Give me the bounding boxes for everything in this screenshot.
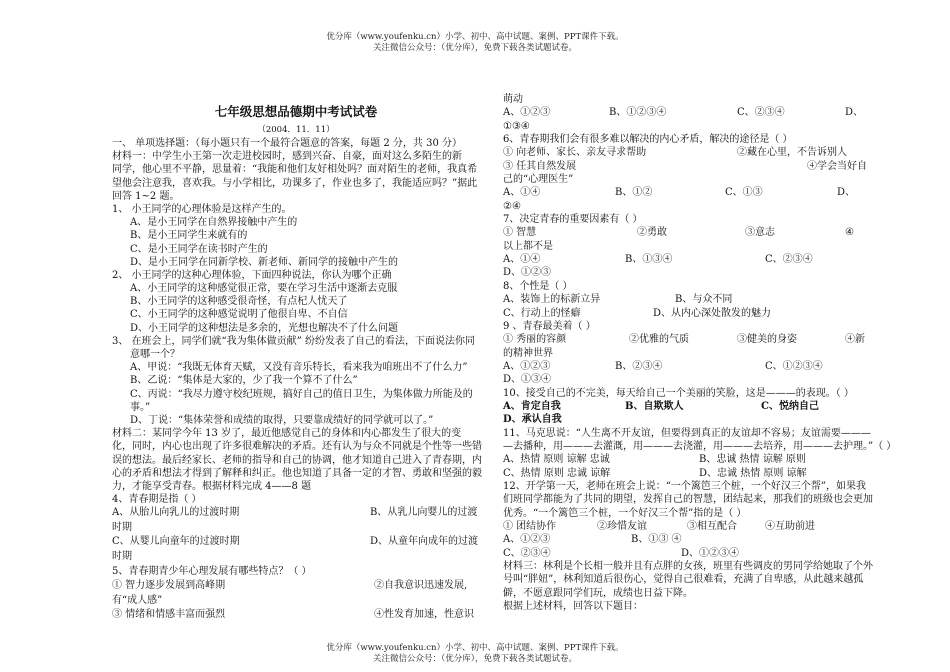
text-segment: 号叫“胖妞”，林利知道后很伤心，觉得自己很难看，充满了自卑感，从此越来越孤 [503, 574, 864, 586]
left-column [112, 96, 480, 623]
answer-option: C、①②③④ [765, 360, 823, 372]
text-line: A、是小王同学在自然界接触中产生的 [130, 217, 298, 229]
answer-option: ③ 情绪和情感丰富而强烈 [112, 609, 226, 621]
answer-option: D、 [845, 107, 864, 119]
answer-option: ②珍惜友谊 [597, 521, 647, 532]
answer-option: ④互助前进 [765, 521, 815, 532]
text-line: 望他会注意我，喜欢我。与小学相比，功课多了，作业也多了，我能适应吗？”据此 [112, 177, 478, 189]
answer-line [112, 506, 480, 521]
text-segment: 萌动 [503, 94, 523, 105]
text-line: 回答 1~2 题。 [112, 190, 180, 202]
exam-title: 七年级思想品德期中考试试卷 [214, 104, 378, 119]
header-line-2: 关注微信公众号：（优分库），免费下载各类试题试卷。 [372, 43, 577, 53]
answer-option: B、①③ ④ [631, 534, 682, 546]
text-line [503, 120, 858, 133]
answer-option: ④新 [845, 334, 865, 346]
text-line: D、是小王同学在同新学校、新老师、新同学的接触中产生的 [130, 256, 399, 268]
text-segment: ①③④ [503, 120, 530, 132]
answer-line [112, 608, 480, 623]
answer-option: C、②③④ [737, 107, 785, 119]
answer-option: B、①② [615, 187, 653, 199]
text-line: B、乙说：“集体是大家的，少了我一个算不了什么” [130, 375, 358, 387]
text-segment: 材料三：林利是个长相一般并且有点胖的女孩，班里有些调皮的男同学给她取了个外 [503, 561, 873, 573]
text-line [503, 253, 858, 266]
text-line: 力，才能享受青春。根据材料完成 4——8 题 [112, 480, 312, 492]
answer-option: 有“成人感” [112, 594, 163, 606]
answer-option: D、从内心深处散发的魅力 [653, 307, 772, 319]
text-line: C、小王同学的这种感觉说明了他很自卑、不自信 [130, 309, 348, 321]
text-line: 同学，他心里不平静，思量着：“我能和他们友好相处吗？面对陌生的老师，我真希 [112, 164, 478, 176]
text-line [503, 507, 858, 520]
text-line [503, 186, 858, 199]
answer-option: ②勇敢 [637, 227, 667, 239]
text-line: B、小王同学的这种感受很奇怪，有点杞人忧天了 [130, 296, 348, 308]
text-segment: A、①②③ [503, 107, 551, 119]
text-segment: C、热情 原则 忠诚 谅解 [503, 467, 611, 479]
text-line [503, 133, 858, 146]
text-segment: ① 智慧 [503, 227, 537, 239]
answer-option: C、②③④ [765, 254, 813, 266]
text-segment: A、热情 原则 谅解 忠诚 [503, 454, 610, 466]
text-line [503, 213, 858, 226]
text-line: C、是小王同学在读书时产生的 [130, 243, 268, 255]
answer-option: 时期 [112, 551, 132, 563]
answer-option: D、 [837, 187, 856, 199]
text-line: 4、青春期是指（ ） [112, 494, 202, 506]
answer-option: ②藏在心里，不告诉别人 [737, 147, 847, 159]
text-line [503, 453, 858, 466]
answer-option: B、从乳儿向婴儿的过渡 [370, 507, 478, 519]
right-column [503, 93, 897, 613]
text-line: C、丙说：“我尽力遵守校纪班规，搞好自己的值日卫生，为集体做力所能及的 [130, 388, 473, 400]
answer-option: A、从胎儿向乳儿的过渡时期 [112, 507, 240, 519]
text-segment: 己的“心理医生” [503, 174, 574, 186]
text-line [503, 467, 858, 480]
answer-option: 5、青春期青少年心理发展有哪些特点？（ ） [112, 565, 312, 577]
text-line [503, 493, 873, 506]
header-line-1: 优分库（www.youfenku.cn）小学、初中、高中试题、案例、PPT课件下载。 [326, 32, 624, 42]
text-line [503, 520, 858, 533]
text-line [503, 533, 858, 546]
text-line [503, 587, 858, 600]
text-line [503, 360, 858, 373]
text-line [503, 200, 858, 213]
text-segment: A、①②③ [503, 534, 551, 546]
answer-option: ②优雅的气质 [629, 334, 689, 346]
text-line [503, 160, 867, 173]
answer-option: B、自欺欺人 [625, 400, 684, 412]
answer-option: ④学会当好自 [807, 160, 867, 172]
answer-option: B、②③④ [615, 360, 663, 372]
text-segment: 8、个性是（ ） [503, 280, 573, 292]
text-line [503, 320, 858, 333]
answer-line [112, 594, 480, 609]
text-segment: D、①③④ [503, 374, 552, 386]
answer-option: C、从婴儿向童年的过渡时期 [112, 536, 240, 548]
text-line: B、是小王同学生来就有的 [130, 230, 248, 242]
left-answer-lines [112, 506, 480, 623]
text-segment: 6、青春期我们会有很多难以解决的内心矛盾，解决的途径是（ ） [503, 134, 793, 146]
answer-option: B、①③④ [625, 254, 673, 266]
text-segment: D、承认自我 [503, 414, 562, 426]
answer-line [112, 565, 480, 580]
text-line: 1、 小王同学的心理体验是这样产生的。 [112, 203, 292, 215]
answer-option: B、与众不同 [675, 294, 733, 306]
text-line [503, 146, 858, 159]
answer-line [112, 535, 480, 550]
answer-option: C、①③ [725, 187, 763, 199]
text-segment: ① 秀丽的容颜 [503, 334, 567, 346]
answer-option: ③健美的身姿 [737, 334, 797, 346]
text-line: 2、 小王同学的这种心理体验，下面四种说法，你认为哪个正确 [112, 269, 392, 281]
text-segment: 以上都不是 [503, 240, 553, 252]
text-segment: 7、决定青春的重要因素有（ ） [503, 214, 643, 226]
left-question-lines [112, 137, 480, 506]
text-line [503, 573, 864, 586]
text-line [503, 106, 864, 119]
text-line [503, 333, 865, 346]
text-line [503, 240, 858, 253]
text-segment: A、①④ [503, 254, 541, 266]
text-line [503, 547, 858, 560]
text-segment: —去播种，用———去灌溉，用———去浇灌，用———去培养，用———去护理。”（ ） [503, 440, 897, 452]
answer-option: C、悦纳自己 [761, 400, 819, 412]
answer-option: ②自我意识迅速发展, [374, 580, 468, 592]
text-line [503, 293, 858, 306]
text-segment: 的精神世界 [503, 347, 553, 359]
text-line [503, 307, 858, 320]
text-line [503, 373, 858, 386]
answer-option: ③相互配合 [687, 521, 737, 532]
text-segment: ① 向老师、家长、亲友寻求帮助 [503, 147, 647, 159]
text-segment: ① 团结协作 [503, 521, 557, 532]
text-segment: 9 、青春最美着（ ） [503, 320, 596, 332]
text-line: D、丁说：“集体荣誉和成绩的取得，只要靠成绩好的同学就可以了。” [130, 414, 434, 426]
answer-line [112, 579, 480, 594]
text-line [503, 387, 858, 400]
text-line: 心的矛盾和想法才得到了解释和纠正。他也知道了具备一定的才智、勇敢和坚强的毅 [112, 467, 482, 479]
text-line [503, 226, 858, 239]
answer-option: 时期 [112, 521, 132, 533]
text-segment: A、装饰上的标新立异 [503, 294, 601, 306]
text-line [503, 347, 858, 360]
text-line [503, 93, 858, 106]
text-segment: ③ 任其自然发展 [503, 160, 577, 172]
right-question-lines [503, 93, 897, 613]
text-line: 事。” [130, 401, 151, 413]
text-line: D、小王同学的这种想法是多余的，光想也解决不了什么问题 [130, 322, 399, 334]
text-line: 3、 在班会上，同学们就“我为集体做贡献” 纷纷发表了自己的看法，下面说法你同 [112, 335, 475, 347]
answer-option: B、①②③④ [609, 107, 667, 119]
page-footer [0, 643, 950, 665]
answer-option: ① 智力逐步发展到高峰期 [112, 580, 226, 592]
text-line [503, 266, 858, 279]
text-line [503, 600, 858, 613]
text-segment: 12、开学第一天，老师在班会上说：“一个篱笆三个桩，一个好汉三个帮”，如果我 [503, 480, 866, 492]
page-header [0, 32, 950, 54]
text-line [503, 427, 871, 440]
text-segment: 10、接受自己的不完美，每天给自己一个美丽的笑脸，这是———的表现。（ ） [503, 387, 854, 399]
text-segment: 根据上述材料，回答以下题目： [503, 601, 643, 613]
text-segment: 们班同学都能为了共同的期望，发挥自己的智慧，团结起来，那我们的班级也会更加 [503, 494, 873, 506]
exam-date: （2004．11．11） [257, 125, 335, 135]
text-segment: A、①②③ [503, 360, 551, 372]
text-line: 化，同时，内心也出现了许多很难解决的矛盾。还有认为与众不同就是个性等一些错 [112, 441, 482, 453]
text-line [503, 480, 866, 493]
answer-option: D、忠诚 热情 原则 谅解 [699, 467, 807, 479]
text-line: 材料一：中学生小王第一次走进校园时，感到兴奋、自豪，面对这么多陌生的新 [112, 151, 462, 163]
text-line: 一、 单项选择题：（每小题只有一个最符合题意的答案，每题 2 分，共 30 分） [112, 138, 462, 149]
text-segment: C、②③④ [503, 547, 551, 559]
text-line: A、甲说：“我既无体育天赋，又没有音乐特长，看来我为咱班出不了什么力” [130, 362, 468, 374]
text-segment: 11、马克思说：“人生离不开友谊，但要得到真正的友谊却不容易；友谊需要——— [503, 427, 871, 439]
text-line [503, 400, 858, 413]
answer-option: ③意志 [745, 227, 775, 239]
text-segment: A、①④ [503, 187, 541, 199]
text-segment: A、肯定自我 [503, 400, 561, 412]
text-segment: 僻，不愿意跟同学们玩，成绩也日益下降。 [503, 587, 693, 599]
text-line: 材料二：某同学今年 13 岁了，最近他感觉自己的身体和内心都发生了很大的变 [112, 428, 462, 440]
text-line [503, 280, 858, 293]
text-segment: ②④ [503, 200, 521, 212]
answer-line [112, 550, 480, 565]
answer-option: D、从童年向成年的过渡 [370, 536, 479, 548]
text-line: 误的想法。最后经家长、老师的指导和自己的协调，他才知道自己进入了青春期，内 [112, 454, 482, 466]
text-segment: C、行动上的怪癖 [503, 307, 581, 319]
text-line [503, 440, 897, 453]
answer-option: D、①②③④ [681, 547, 740, 559]
text-line: 意哪一个？ [130, 349, 180, 360]
answer-option: ④ [845, 227, 854, 239]
footer-line-1: 优分库（www.youfenku.cn）小学、初中、高中试题、案例、PPT课件下载。 [326, 643, 624, 653]
text-line [503, 413, 858, 426]
text-line [503, 173, 858, 186]
footer-line-2: 关注微信公众号：（优分库），免费下载各类试题试卷。 [372, 654, 577, 664]
text-segment: D、①②③ [503, 267, 552, 279]
text-line [503, 560, 873, 573]
text-line: A、小王同学的这种感觉很正常，要在学习生活中逐渐去克服 [130, 283, 398, 295]
answer-option: ④性发育加速，性意识 [374, 609, 474, 621]
answer-option: B、忠诚 热情 谅解 原则 [699, 454, 806, 466]
text-segment: 优秀。“一个篱笆三个桩，一个好汉三个帮”指的是（ ） [503, 507, 747, 519]
answer-line [112, 521, 480, 536]
